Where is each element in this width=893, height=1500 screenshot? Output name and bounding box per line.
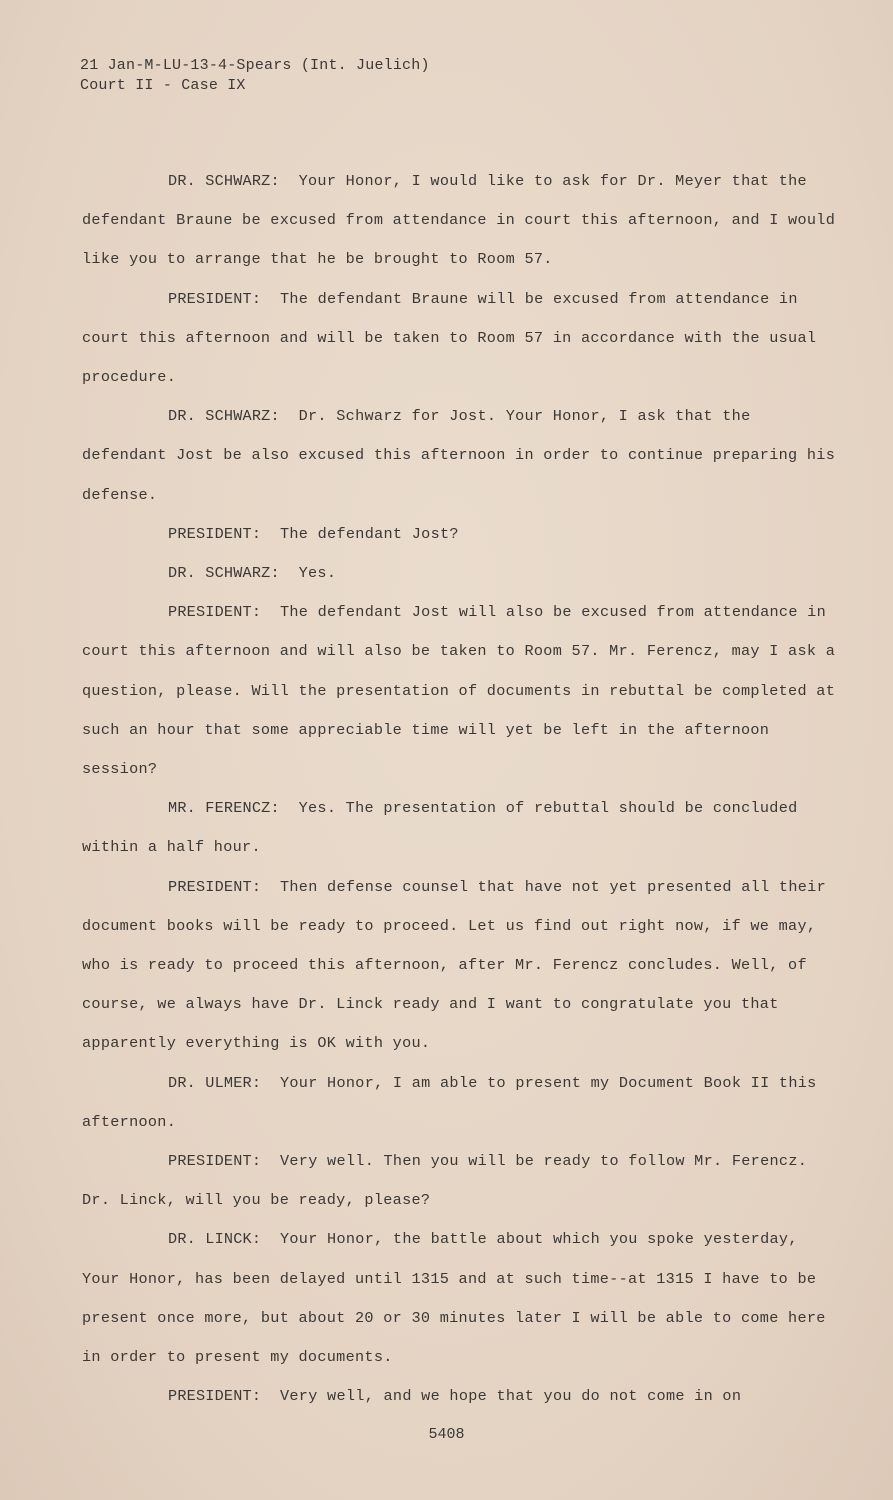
- paragraph: [82, 789, 842, 867]
- paragraph-text: Very well, and we hope that you do not come in on: [279, 1387, 742, 1406]
- speaker-label: DR. SCHWARZ:: [168, 407, 280, 426]
- speaker-label: DR. SCHWARZ:: [168, 172, 280, 190]
- paragraph-text: Yes.: [298, 564, 337, 583]
- speaker-label: PRESIDENT:: [168, 1152, 262, 1171]
- paragraph-text: Your Honor, I would like to ask for Dr. Meyer that the defendant Braune be excused from attendance in court this afternoon, and I would like you to arrange that he be brought to Room 57.: [82, 172, 836, 269]
- page-number: 5408: [428, 1426, 465, 1443]
- speaker-label: PRESIDENT:: [168, 877, 262, 896]
- speaker-label: DR. SCHWARZ:: [168, 564, 280, 583]
- paragraph: [82, 397, 842, 515]
- speaker-label: DR. ULMER:: [168, 1073, 262, 1092]
- header-line-2: Court II - Case IX: [80, 77, 246, 94]
- paragraph-text: Yes. The presentation of rebuttal should be concluded within a half hour.: [82, 799, 798, 857]
- paragraph: [82, 162, 842, 280]
- paragraph: [82, 515, 842, 554]
- paragraph: [82, 1064, 842, 1142]
- paragraph-text: Your Honor, I am able to present my Document Book II this afternoon.: [82, 1073, 817, 1131]
- transcript-body: [82, 162, 842, 1417]
- paragraph: [82, 1220, 842, 1377]
- paragraph: [82, 1377, 842, 1416]
- paragraph: [82, 593, 842, 789]
- paragraph-text: Then defense counsel that have not yet presented all their document books will be ready to proceed. Let us find out right now, if we may, who is ready to proceed this afternoon, after Mr. Ferencz concludes. Well, of course, we always have Dr. Linck ready and I want to congratulate you that apparently everything is OK with you.: [82, 877, 826, 1053]
- speaker-label: PRESIDENT:: [168, 289, 262, 308]
- speaker-label: PRESIDENT:: [168, 524, 262, 543]
- paragraph: [82, 280, 842, 398]
- paragraph: [82, 1142, 842, 1220]
- paragraph-text: The defendant Braune will be excused from attendance in court this afternoon and will be taken to Room 57 in accordance with the usual procedure.: [82, 289, 817, 387]
- paragraph: [82, 554, 842, 593]
- speaker-label: PRESIDENT:: [168, 603, 262, 622]
- speaker-label: PRESIDENT:: [168, 1387, 262, 1406]
- paragraph-text: The defendant Jost will also be excused from attendance in court this afternoon and will also be taken to Room 57. Mr. Ferencz, may I ask a question, please. Will the presentation of documents in rebuttal be completed at such an hour that some appreciable time will yet be left in the afternoon session?: [82, 603, 836, 779]
- paragraph-text: Your Honor, the battle about which you spoke yesterday, Your Honor, has been delayed until 1315 and at such time--at 1315 I have to be present once more, but about 20 or 30 minutes later I will be able to come here in order to present my documents.: [82, 1230, 826, 1367]
- document-header: [80, 56, 430, 96]
- speaker-label: MR. FERENCZ:: [168, 799, 280, 818]
- speaker-label: DR. LINCK:: [168, 1230, 262, 1249]
- paragraph-text: The defendant Jost?: [279, 524, 459, 543]
- header-line-1: 21 Jan-M-LU-13-4-Spears (Int. Juelich): [80, 57, 430, 74]
- paragraph: [82, 868, 842, 1064]
- paragraph-text: Dr. Schwarz for Jost. Your Honor, I ask that the defendant Jost be also excused this afternoon in order to continue preparing his defense.: [82, 407, 836, 504]
- paragraph-text: Very well. Then you will be ready to follow Mr. Ferencz. Dr. Linck, will you be ready, please?: [82, 1152, 808, 1210]
